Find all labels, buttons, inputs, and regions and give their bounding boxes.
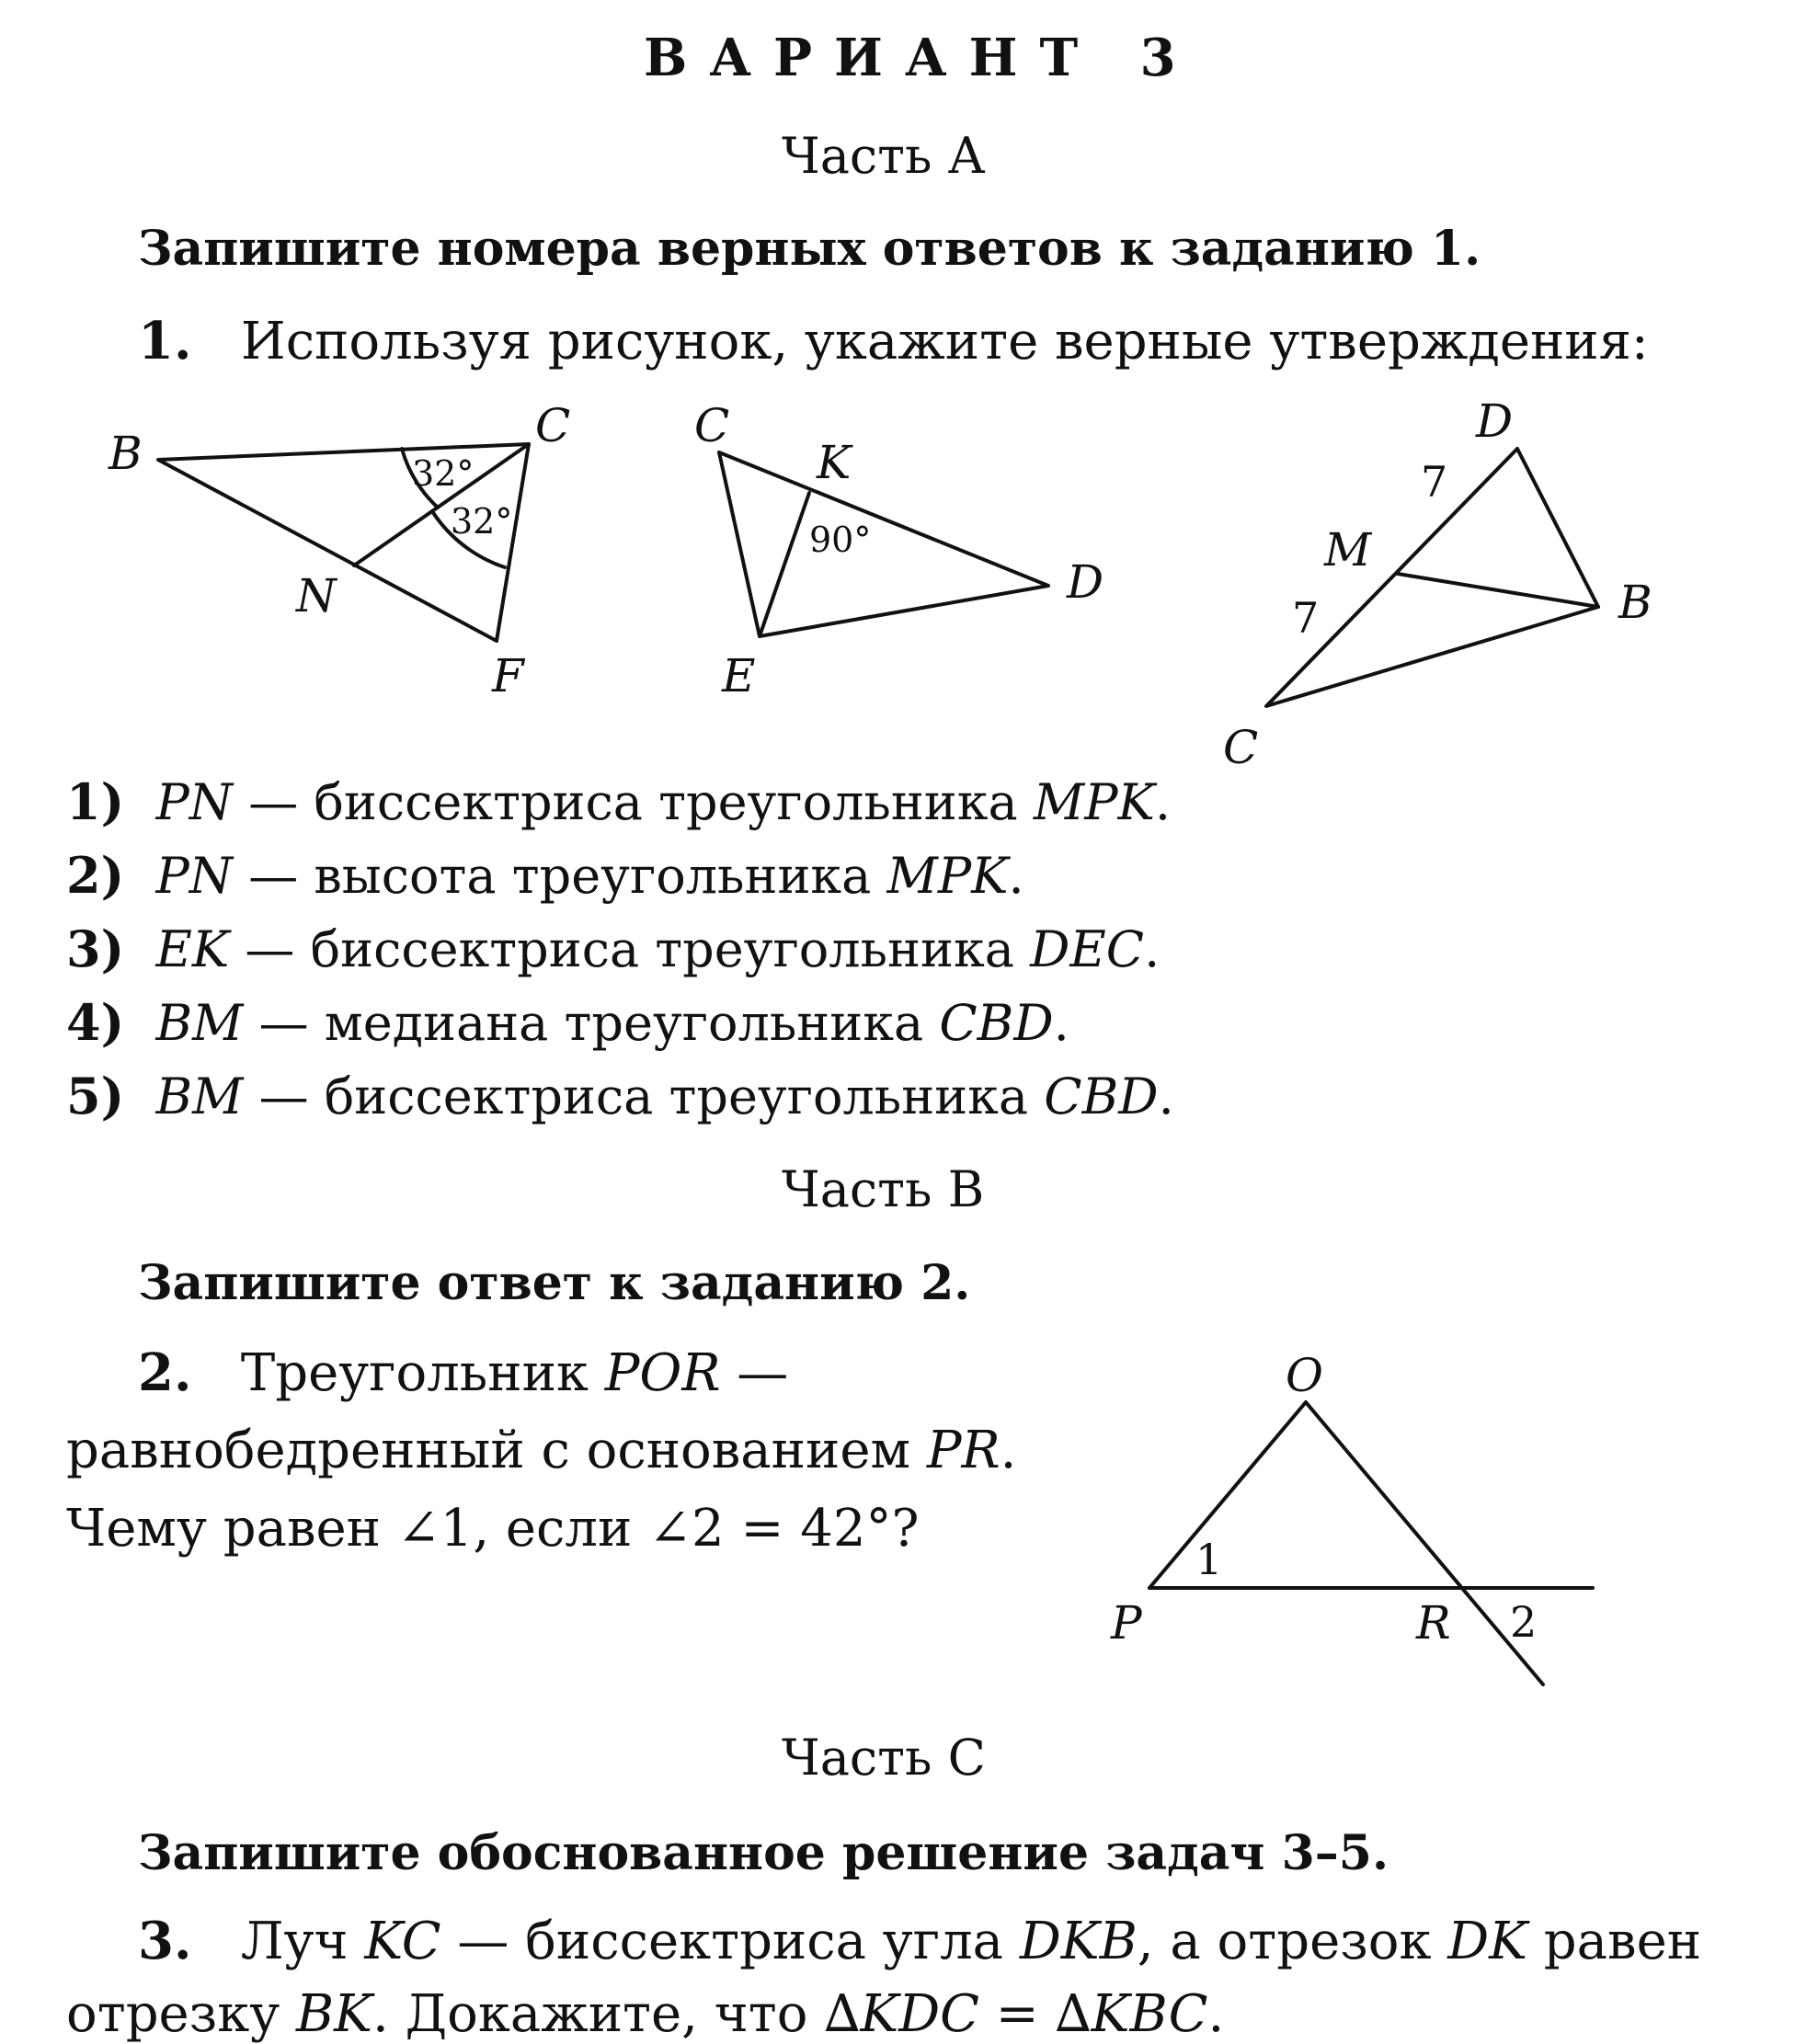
- label-f: F: [492, 649, 524, 702]
- task3-number: 3.: [138, 1911, 192, 1971]
- task3-text: отрезку: [66, 1984, 296, 2044]
- option-triangle: MPK: [886, 847, 1009, 905]
- task3-segment: DK: [1447, 1912, 1527, 1971]
- label-o: O: [1286, 1349, 1323, 1402]
- option-number: 1): [66, 772, 125, 831]
- task3-text: . Докажите, что: [372, 1984, 825, 2044]
- variant-title: ВАРИАНТ 3: [644, 28, 1198, 88]
- option-text: биссектриса треугольника: [324, 1068, 1045, 1125]
- option-text: медиана треугольника: [324, 994, 940, 1052]
- option-dash: —: [243, 994, 325, 1052]
- task1-number: 1.: [138, 311, 192, 371]
- angle-90: 90°: [809, 520, 872, 560]
- task3-text: равен: [1527, 1912, 1702, 1971]
- option-dash: —: [233, 847, 314, 905]
- label-c2: C: [694, 399, 730, 452]
- label-c3: C: [1223, 721, 1259, 774]
- label-b3: B: [1618, 576, 1652, 629]
- option-number: 2): [66, 846, 125, 905]
- task3-angle: DKB: [1019, 1912, 1138, 1971]
- task3-text: Луч: [240, 1912, 365, 1971]
- task2-end: .: [1000, 1421, 1017, 1480]
- task2-base: PR: [926, 1421, 1000, 1480]
- task2-text: Треугольник: [240, 1343, 605, 1403]
- label-r: R: [1416, 1596, 1451, 1650]
- option-number: 5): [66, 1067, 125, 1125]
- part-b-heading: Часть В: [782, 1160, 985, 1218]
- angle-32-top: 32°: [412, 453, 475, 494]
- side-7-top: 7: [1421, 457, 1448, 507]
- option-triangle: CBD: [1044, 1068, 1159, 1125]
- side-po: [1149, 1402, 1306, 1588]
- label-c: C: [535, 399, 571, 452]
- angle-32-bottom: 32°: [451, 501, 513, 542]
- option-triangle: MPK: [1033, 773, 1155, 831]
- task3-line2: [66, 1984, 1224, 2044]
- option-end: .: [1154, 773, 1172, 831]
- option-text: биссектриса треугольника: [314, 773, 1034, 831]
- option-dash: —: [243, 1068, 325, 1125]
- option-dash: —: [229, 920, 311, 978]
- label-b: B: [109, 427, 143, 480]
- option-number: 4): [66, 993, 125, 1052]
- task3-equality: ∆KDC = ∆KBC: [824, 1984, 1208, 2044]
- task2-line3: Чему равен ∠1, если ∠2 = 42°?: [66, 1499, 920, 1559]
- part-c-instruction: Запишите обоснованное решение задач 3–5.: [138, 1825, 1389, 1881]
- part-a-heading: Часть А: [782, 127, 986, 185]
- task3-line1: [138, 1911, 1701, 1971]
- option-triangle: CBD: [939, 994, 1054, 1052]
- angle-1-label: 1: [1195, 1535, 1223, 1584]
- option-segment: PN: [155, 847, 234, 905]
- option-segment: BM: [155, 994, 244, 1052]
- option-end: .: [1008, 847, 1024, 905]
- option-text: высота треугольника: [314, 847, 887, 905]
- option-end: .: [1144, 920, 1161, 978]
- option-segment: PN: [155, 773, 234, 831]
- task2-number: 2.: [138, 1342, 192, 1403]
- task3-ray: KC: [364, 1912, 441, 1971]
- option-triangle: DEC: [1030, 920, 1145, 978]
- option-number: 3): [66, 919, 125, 978]
- task3-segment: BK: [295, 1984, 372, 2044]
- label-d3: D: [1476, 394, 1514, 448]
- option-end: .: [1158, 1068, 1174, 1125]
- part-c-heading: Часть С: [782, 1729, 986, 1787]
- label-p: P: [1111, 1596, 1142, 1650]
- angle-2-label: 2: [1510, 1597, 1538, 1647]
- label-d2: D: [1067, 555, 1104, 609]
- task2-triangle: POR: [604, 1343, 721, 1403]
- part-a-instruction: Запишите номера верных ответов к заданию 1.: [138, 221, 1481, 277]
- task3-text: .: [1207, 1984, 1225, 2044]
- option-text: биссектриса треугольника: [310, 920, 1031, 978]
- task2-dash: —: [720, 1343, 789, 1403]
- label-m: M: [1324, 523, 1372, 577]
- option-segment: EK: [155, 920, 230, 978]
- option-segment: BM: [155, 1068, 244, 1125]
- label-e: E: [722, 649, 756, 702]
- task2-text: равнобедренный с основанием: [66, 1421, 927, 1480]
- part-b-instruction: Запишите ответ к заданию 2.: [138, 1255, 971, 1311]
- label-k: K: [817, 436, 852, 489]
- option-dash: —: [233, 773, 314, 831]
- option-end: .: [1053, 994, 1069, 1052]
- label-n: N: [296, 569, 337, 622]
- task3-text: — биссектриса угла: [440, 1912, 1020, 1971]
- task3-text: , а отрезок: [1137, 1912, 1448, 1971]
- task1-text: Используя рисунок, укажите верные утверждения:: [240, 312, 1649, 371]
- side-7-bottom: 7: [1292, 593, 1320, 643]
